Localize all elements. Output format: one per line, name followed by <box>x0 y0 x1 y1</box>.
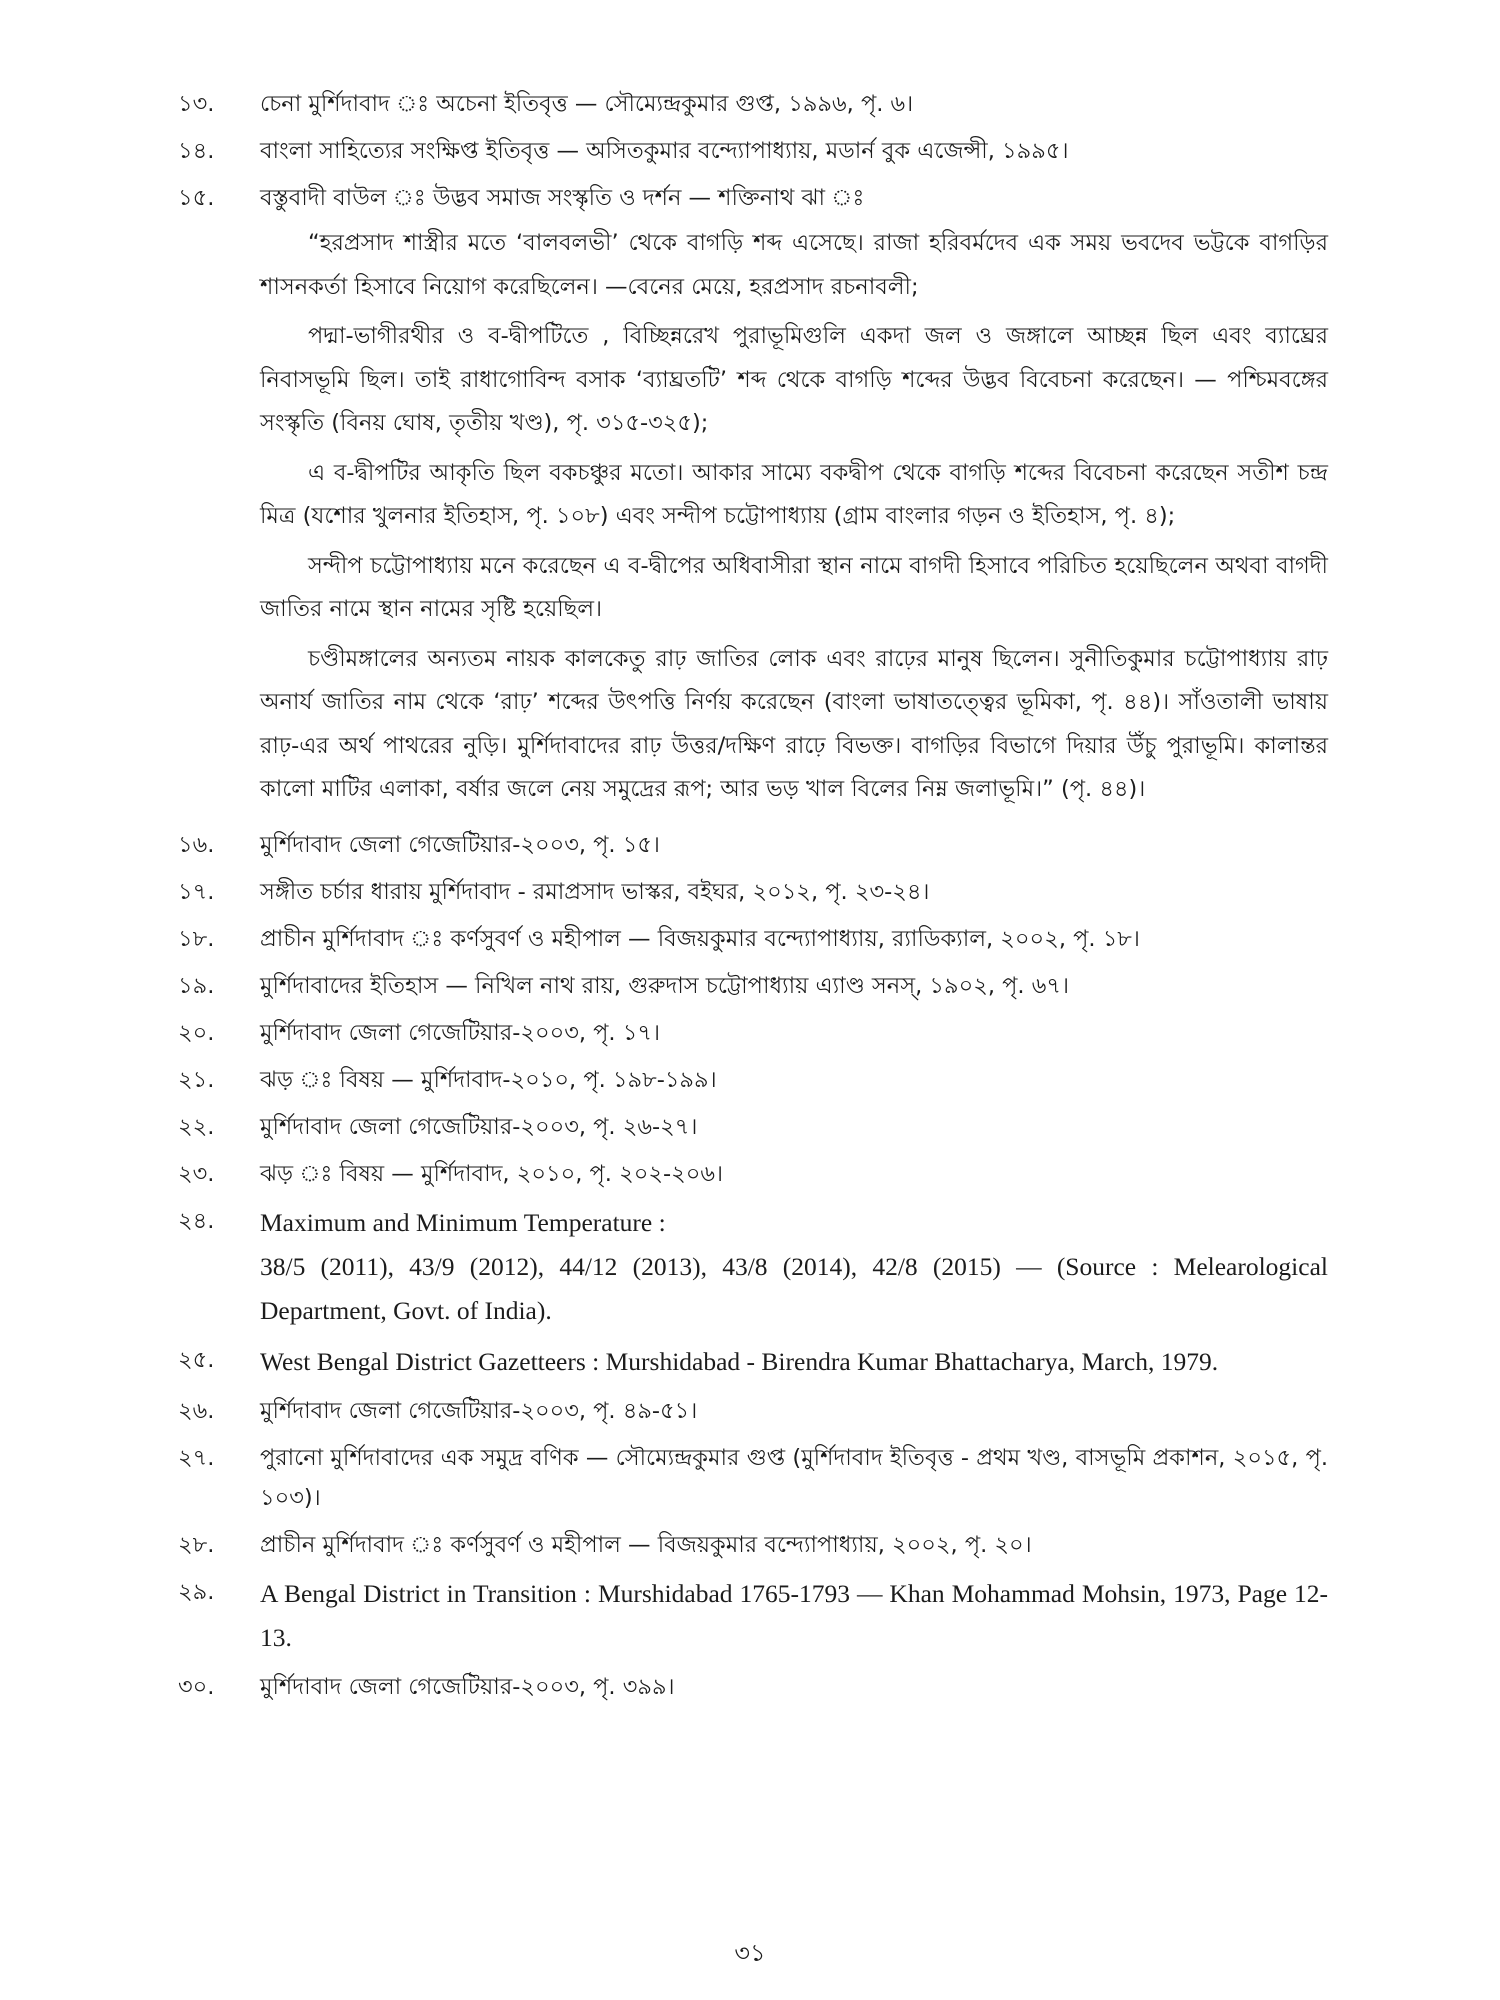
reference-item <box>178 1525 1328 1565</box>
reference-number: ২৩. <box>178 1160 215 1187</box>
quote-paragraph: “হরপ্রসাদ শাস্ত্রীর মতে ‘বালবলভী’ থেকে বাগড়ি শব্দ এসেছে। রাজা হরিবর্মদেব এক সময় ভবদেব ভট্টকে বাগড়ির শাসনকর্তা হিসাবে নিয়োগ করেছিলেন। —বেনের মেয়ে, হরপ্রসাদ রচনাবলী; <box>260 230 1328 300</box>
reference-body <box>260 131 1328 171</box>
reference-number: ২৬. <box>178 1397 215 1424</box>
reference-text: প্রাচীন মুর্শিদাবাদ ঃ কর্ণসুবর্ণ ও মহীপাল — বিজয়কুমার বন্দ্যোপাধ্যায়, ২০০২, পৃ. ২০। <box>260 1531 1032 1558</box>
reference-item <box>178 1107 1328 1147</box>
reference-body <box>260 1525 1328 1565</box>
reference-line: 38/5 (2011), 43/9 (2012), 44/12 (2013), 43/8 (2014), 42/8 (2015) — (Source : Melearological Department, Govt. of India). <box>260 1251 1328 1325</box>
reference-number: ১৮. <box>178 925 215 952</box>
reference-text: West Bengal District Gazetteers : Murshidabad - Birendra Kumar Bhattacharya, March, 1979. <box>260 1346 1219 1376</box>
reference-number: ১৬. <box>178 831 215 858</box>
reference-body <box>260 1391 1328 1431</box>
reference-text: মুর্শিদাবাদ জেলা গেজেটিয়ার-২০০৩, পৃ. ১৭। <box>260 1019 661 1046</box>
reference-body <box>260 178 1328 818</box>
reference-text: মুর্শিদাবাদ জেলা গেজেটিয়ার-২০০৩, পৃ. ৩৯৯। <box>260 1673 675 1700</box>
reference-item <box>178 1340 1328 1384</box>
reference-body <box>260 1013 1328 1053</box>
reference-body <box>260 1060 1328 1100</box>
quoted-passage <box>260 222 1328 812</box>
reference-number: ২৭. <box>178 1444 215 1471</box>
reference-item <box>178 919 1328 959</box>
reference-number: ২৪. <box>178 1207 215 1234</box>
quote-paragraph: পদ্মা-ভাগীরথীর ও ব-দ্বীপটিতে , বিচ্ছিন্নরেখ পুরাভূমিগুলি একদা জল ও জঙ্গালে আচ্ছন্ন ছিল এবং ব্যাঘ্রের নিবাসভূমি ছিল। তাই রাধাগোবিন্দ বসাক ‘ব্যাঘ্রতটি’ শব্দ থেকে বাগড়ি শব্দের উদ্ভব বিবেচনা করেছেন। — পশ্চিমবঙ্গের সংস্কৃতি (বিনয় ঘোষ, তৃতীয় খণ্ড), পৃ. ৩১৫-৩২৫); <box>260 323 1328 436</box>
reference-item <box>178 1201 1328 1333</box>
quote-paragraph: চণ্ডীমঙ্গালের অন্যতম নায়ক কালকেতু রাঢ় জাতির লোক এবং রাঢ়ের মানুষ ছিলেন। সুনীতিকুমার চট্টোপাধ্যায় রাঢ় অনার্য জাতির নাম থেকে ‘রাঢ়’ শব্দের উৎপত্তি নির্ণয় করেছেন (বাংলা ভাষাতত্ত্বের ভূমিকা, পৃ. ৪৪)। সাঁওতালী ভাষায় রাঢ়-এর অর্থ পাথরের নুড়ি। মুর্শিদাবাদের রাঢ় উত্তর/দক্ষিণ রাঢ়ে বিভক্ত। বাগড়ির বিভাগে দিয়ার উঁচু পুরাভূমি। কালান্তর কালো মাটির এলাকা, বর্ষার জলে নেয় সমুদ্রের রূপ; আর ভড় খাল বিলের নিম্ন জলাভূমি।” (পৃ. ৪৪)। <box>260 645 1328 802</box>
reference-text: সঙ্গীত চর্চার ধারায় মুর্শিদাবাদ - রমাপ্রসাদ ভাস্কর, বইঘর, ২০১২, পৃ. ২৩-২৪। <box>260 878 930 905</box>
reference-text: মুর্শিদাবাদ জেলা গেজেটিয়ার-২০০৩, পৃ. ২৬-২৭। <box>260 1113 698 1140</box>
reference-item <box>178 1391 1328 1431</box>
reference-body <box>260 919 1328 959</box>
reference-item <box>178 1572 1328 1660</box>
reference-item <box>178 178 1328 818</box>
reference-body <box>260 1201 1328 1333</box>
reference-item <box>178 84 1328 124</box>
reference-text: পুরানো মুর্শিদাবাদের এক সমুদ্র বণিক — সৌম্যেন্দ্রকুমার গুপ্ত (মুর্শিদাবাদ ইতিবৃত্ত - প্রথম খণ্ড, বাসভূমি প্রকাশন, ২০১৫, পৃ. ১০৩)। <box>260 1444 1328 1511</box>
reference-body <box>260 966 1328 1006</box>
reference-body <box>260 1340 1328 1384</box>
reference-body <box>260 1154 1328 1194</box>
reference-text: ঝড় ঃ বিষয় — মুর্শিদাবাদ, ২০১০, পৃ. ২০২-২০৬। <box>260 1160 724 1187</box>
reference-item <box>178 1438 1328 1518</box>
quote-paragraph: এ ব-দ্বীপটির আকৃতি ছিল বকচঞ্চুর মতো। আকার সাম্যে বকদ্বীপ থেকে বাগড়ি শব্দের বিবেচনা করেছেন সতীশ চন্দ্র মিত্র (যশোর খুলনার ইতিহাস, পৃ. ১০৮) এবং সন্দীপ চট্টোপাধ্যায় (গ্রাম বাংলার গড়ন ও ইতিহাস, পৃ. ৪); <box>260 459 1328 529</box>
reference-number: ১৭. <box>178 878 215 905</box>
reference-item <box>178 872 1328 912</box>
reference-line: Maximum and Minimum Temperature : <box>260 1207 666 1237</box>
page-number: ৩১ <box>734 1939 766 1967</box>
reference-number: ৩০. <box>178 1673 215 1700</box>
reference-list <box>178 84 1328 1714</box>
reference-number: ২০. <box>178 1019 215 1046</box>
reference-text: চেনা মুর্শিদাবাদ ঃ অচেনা ইতিবৃত্ত — সৌম্যেন্দ্রকুমার গুপ্ত, ১৯৯৬, পৃ. ৬। <box>260 91 914 117</box>
reference-item <box>178 131 1328 171</box>
reference-number: ১৫. <box>178 185 215 211</box>
reference-item <box>178 1060 1328 1100</box>
reference-number: ২১. <box>178 1066 215 1093</box>
reference-number: ১৯. <box>178 972 215 999</box>
reference-number: ২৫. <box>178 1346 215 1373</box>
reference-item <box>178 1154 1328 1194</box>
reference-item <box>178 825 1328 865</box>
reference-body <box>260 1572 1328 1660</box>
reference-body <box>260 1107 1328 1147</box>
reference-item <box>178 966 1328 1006</box>
reference-text: প্রাচীন মুর্শিদাবাদ ঃ কর্ণসুবর্ণ ও মহীপাল — বিজয়কুমার বন্দ্যোপাধ্যায়, র‍্যাডিক্যাল, ২০০২, পৃ. ১৮। <box>260 925 1140 952</box>
reference-item <box>178 1013 1328 1053</box>
reference-text: বাংলা সাহিত্যের সংক্ষিপ্ত ইতিবৃত্ত — অসিতকুমার বন্দ্যোপাধ্যায়, মডার্ন বুক এজেন্সী, ১৯৯৫। <box>260 138 1069 164</box>
reference-text: বস্তুবাদী বাউল ঃ উদ্ভব সমাজ সংস্কৃতি ও দর্শন — শক্তিনাথ ঝা ঃ <box>260 185 865 211</box>
quote-paragraph: সন্দীপ চট্টোপাধ্যায় মনে করেছেন এ ব-দ্বীপের অধিবাসীরা স্থান নামে বাগদী হিসাবে পরিচিত হয়েছিলেন অথবা বাগদী জাতির নামে স্থান নামের সৃষ্টি হয়েছিল। <box>260 552 1328 622</box>
reference-text: মুর্শিদাবাদ জেলা গেজেটিয়ার-২০০৩, পৃ. ১৫। <box>260 831 660 858</box>
reference-body <box>260 872 1328 912</box>
reference-body <box>260 825 1328 865</box>
reference-text: মুর্শিদাবাদের ইতিহাস — নিখিল নাথ রায়, গুরুদাস চট্টোপাধ্যায় এ্যাণ্ড সনস্, ১৯০২, পৃ. ৬৭। <box>260 972 1070 999</box>
reference-number: ২৯. <box>178 1578 215 1605</box>
reference-number: ১৩. <box>178 91 215 117</box>
reference-number: ২২. <box>178 1113 215 1140</box>
reference-number: ২৮. <box>178 1531 215 1558</box>
reference-item <box>178 1667 1328 1707</box>
reference-number: ১৪. <box>178 138 215 164</box>
reference-text: A Bengal District in Transition : Murshidabad 1765-1793 — Khan Mohammad Mohsin, 1973, Page 12-13. <box>260 1578 1328 1652</box>
reference-body <box>260 1438 1328 1518</box>
reference-text: ঝড় ঃ বিষয় — মুর্শিদাবাদ-২০১০, পৃ. ১৯৮-১৯৯। <box>260 1066 717 1093</box>
reference-body <box>260 84 1328 124</box>
reference-body <box>260 1667 1328 1707</box>
reference-text: মুর্শিদাবাদ জেলা গেজেটিয়ার-২০০৩, পৃ. ৪৯-৫১। <box>260 1397 698 1424</box>
